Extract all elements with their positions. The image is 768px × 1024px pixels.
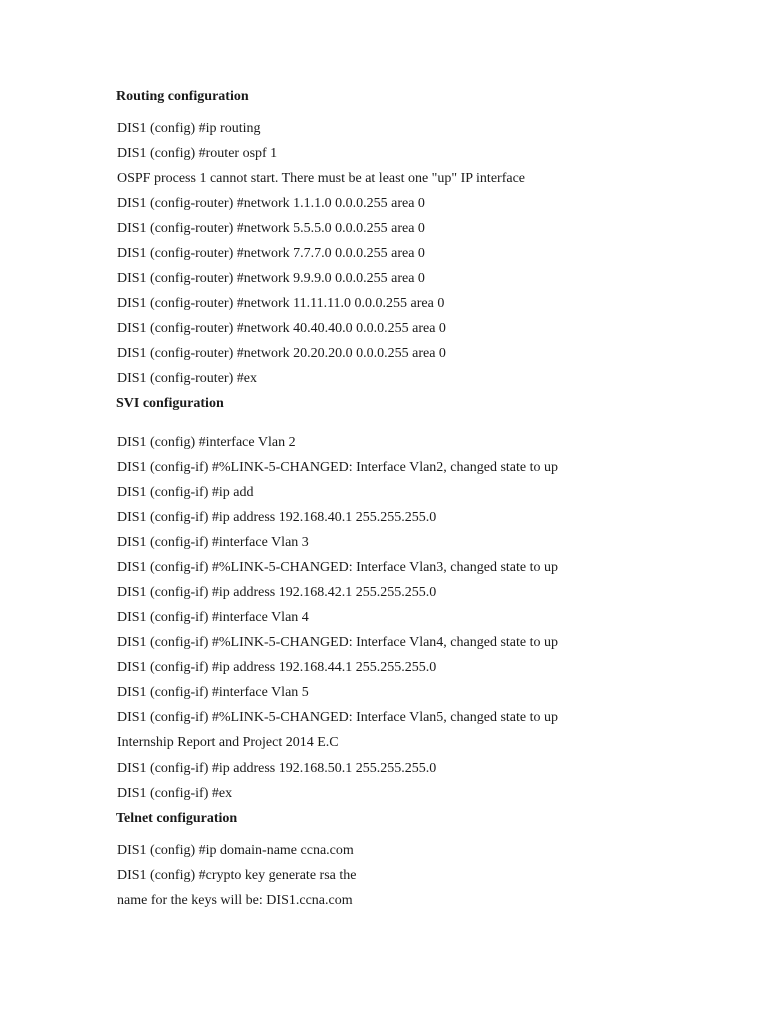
section-heading-svi: SVI configuration [116, 396, 224, 411]
text-line: DIS1 (config-if) #%LINK-5-CHANGED: Interface Vlan4, changed state to up [117, 635, 558, 650]
text-line: DIS1 (config-router) #network 1.1.1.0 0.0.0.255 area 0 [117, 196, 425, 211]
section-heading-telnet: Telnet configuration [116, 811, 238, 826]
text-line: DIS1 (config) #crypto key generate rsa the [117, 868, 357, 883]
text-line: DIS1 (config-if) #%LINK-5-CHANGED: Interface Vlan3, changed state to up [117, 560, 558, 575]
text-line: DIS1 (config-router) #network 11.11.11.0 0.0.0.255 area 0 [117, 296, 445, 311]
running-footer-text: Internship Report and Project 2014 E.C [117, 735, 339, 750]
text-line: DIS1 (config-if) #%LINK-5-CHANGED: Interface Vlan2, changed state to up [117, 460, 558, 475]
text-line: DIS1 (config-router) #network 40.40.40.0 0.0.0.255 area 0 [117, 321, 446, 336]
text-line: DIS1 (config-router) #network 7.7.7.0 0.0.0.255 area 0 [117, 246, 425, 261]
text-line: DIS1 (config-if) #ex [117, 786, 233, 801]
text-line: name for the keys will be: DIS1.ccna.com [117, 893, 353, 908]
text-line: DIS1 (config) #router ospf 1 [117, 146, 278, 161]
text-line: OSPF process 1 cannot start. There must be at least one "up" IP interface [117, 171, 525, 186]
text-line: DIS1 (config-if) #ip add [117, 485, 254, 500]
section-heading-routing: Routing configuration [116, 89, 249, 104]
text-line: DIS1 (config-if) #ip address 192.168.42.1 255.255.255.0 [117, 585, 437, 600]
text-line: DIS1 (config-if) #%LINK-5-CHANGED: Interface Vlan5, changed state to up [117, 710, 558, 725]
text-line: DIS1 (config-router) #network 20.20.20.0 0.0.0.255 area 0 [117, 346, 446, 361]
text-line: DIS1 (config-if) #interface Vlan 4 [117, 610, 309, 625]
text-line: DIS1 (config-if) #interface Vlan 3 [117, 535, 309, 550]
text-line: DIS1 (config) #interface Vlan 2 [117, 435, 296, 450]
text-line: DIS1 (config-if) #interface Vlan 5 [117, 685, 309, 700]
text-line: DIS1 (config-router) #network 9.9.9.0 0.0.0.255 area 0 [117, 271, 425, 286]
text-line: DIS1 (config-router) #network 5.5.5.0 0.0.0.255 area 0 [117, 221, 425, 236]
text-line: DIS1 (config-router) #ex [117, 371, 257, 386]
text-line: DIS1 (config-if) #ip address 192.168.50.1 255.255.255.0 [117, 761, 437, 776]
text-line: DIS1 (config-if) #ip address 192.168.40.1 255.255.255.0 [117, 510, 437, 525]
text-line: DIS1 (config) #ip routing [117, 121, 261, 136]
text-line: DIS1 (config-if) #ip address 192.168.44.1 255.255.255.0 [117, 660, 437, 675]
text-line: DIS1 (config) #ip domain-name ccna.com [117, 843, 354, 858]
